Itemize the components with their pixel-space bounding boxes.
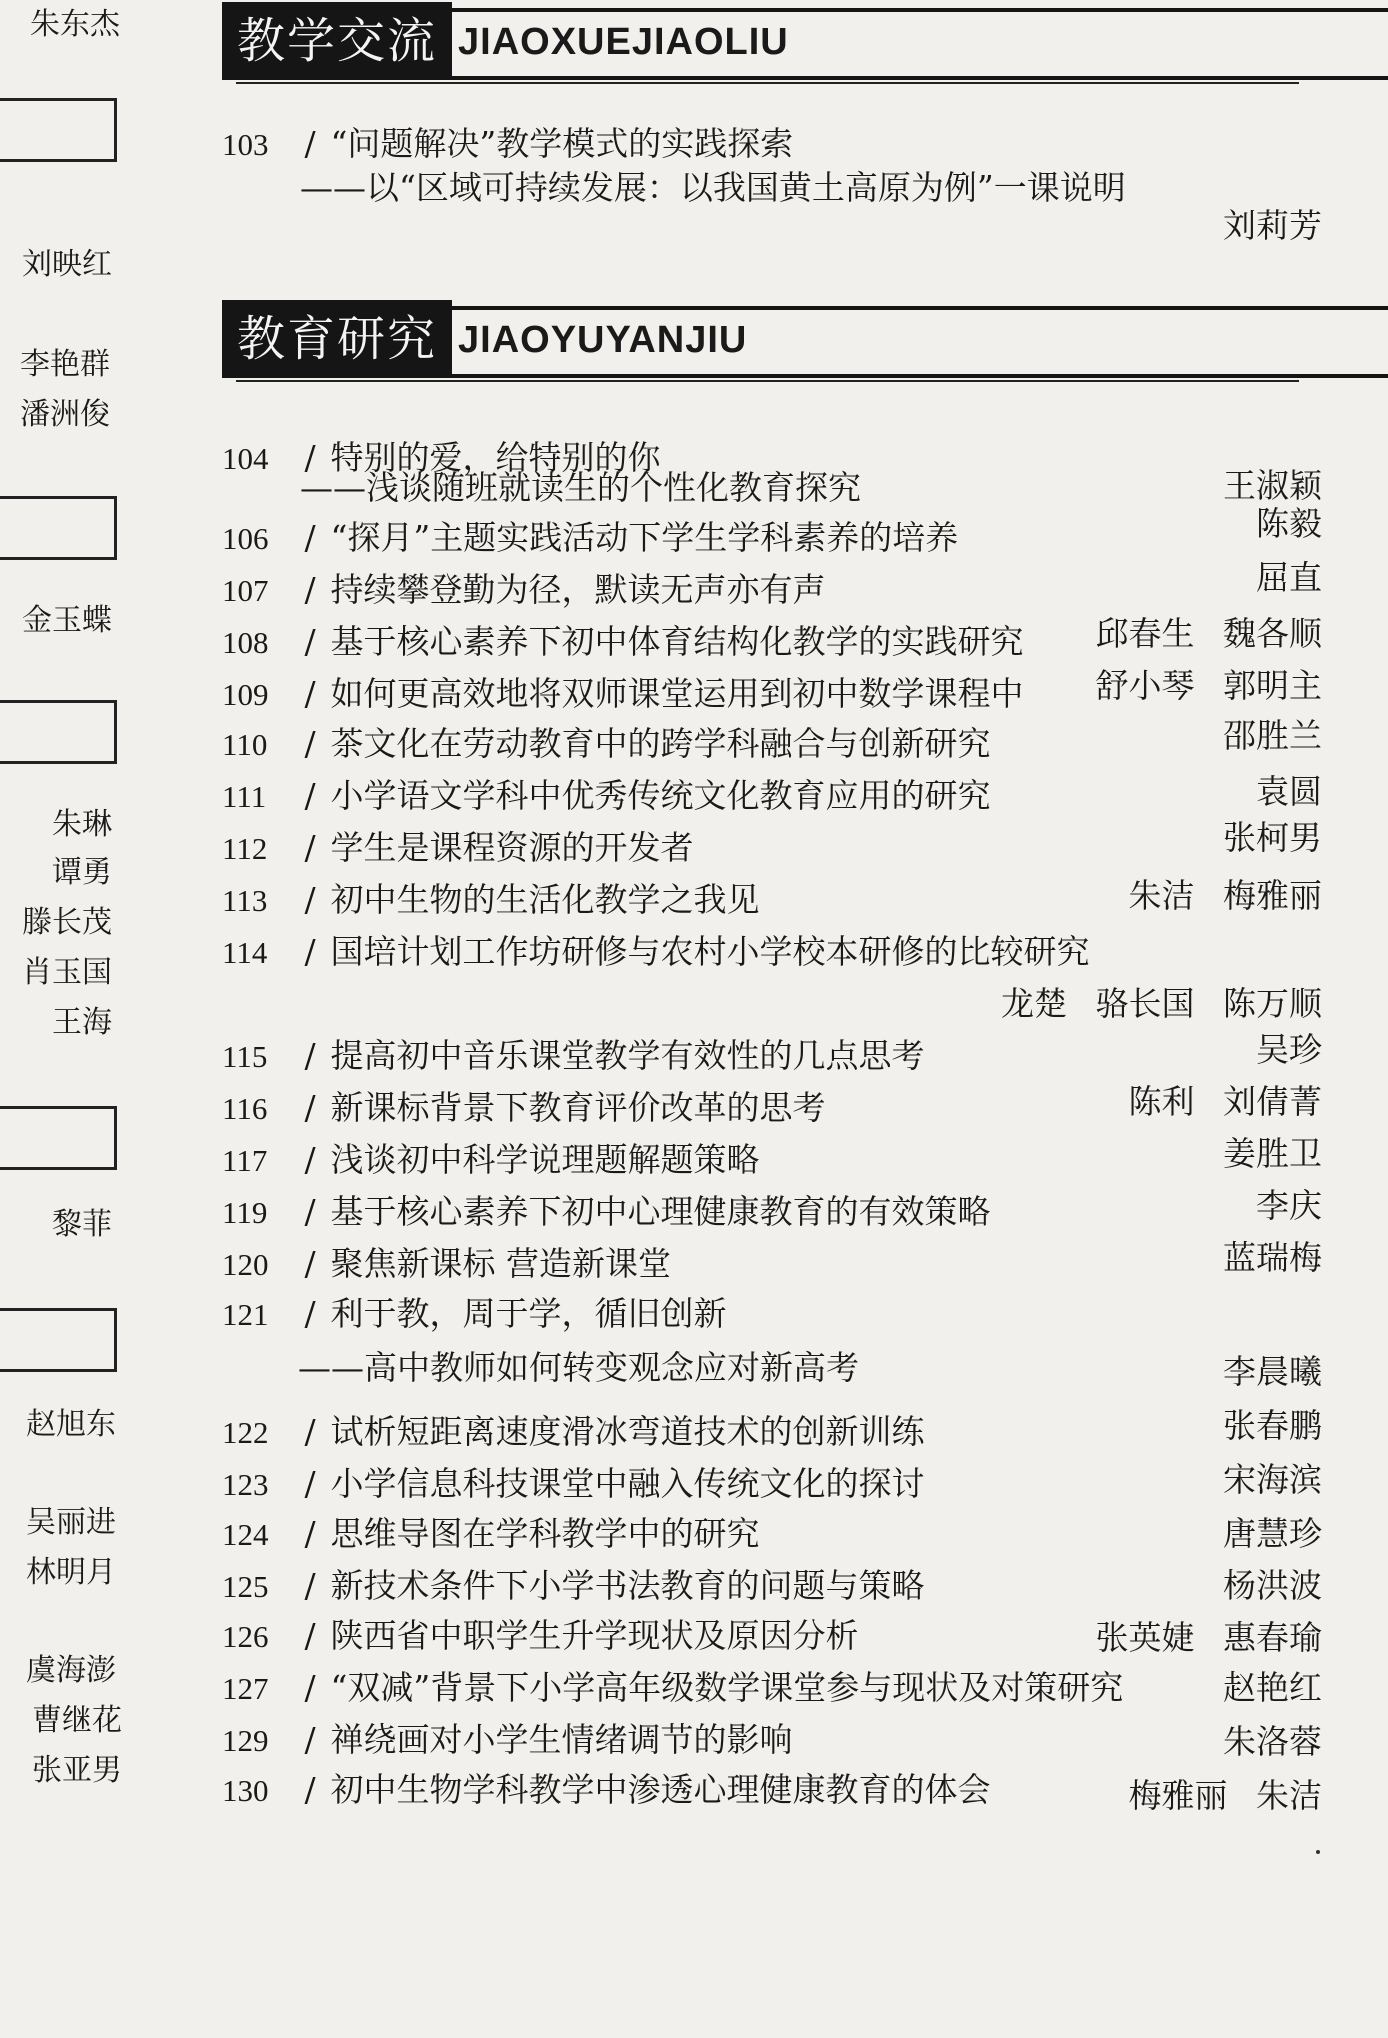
toc-entry[interactable] <box>222 1292 1322 1337</box>
toc-entry[interactable] <box>222 1462 1322 1507</box>
separator: / <box>304 518 316 557</box>
entry-title: “双减”背景下小学高年级数学课堂参与现状及对策研究 <box>330 1668 1124 1707</box>
toc-entry[interactable] <box>222 1406 1322 1455</box>
page-number: 120 <box>222 1247 269 1282</box>
entry-title: 提高初中音乐课堂教学有效性的几点思考 <box>330 1036 925 1075</box>
entry-title: 小学语文学科中优秀传统文化教育应用的研究 <box>330 776 991 815</box>
entry-authors: 邱春生 魏各顺 <box>1095 614 1322 653</box>
toc-entry[interactable] <box>222 1134 1322 1183</box>
left-banner-fragment <box>0 98 117 162</box>
left-author-name: 王海 <box>52 1005 112 1040</box>
separator: / <box>304 1770 316 1809</box>
page-number: 117 <box>222 1143 268 1178</box>
section-title-cn: 教学交流 <box>222 2 452 80</box>
toc-entry[interactable] <box>222 1082 1322 1131</box>
toc-entry[interactable] <box>222 1718 1322 1763</box>
entry-authors: 王淑颖 <box>1223 466 1322 505</box>
section-title-en: JIAOXUEJIAOLIU <box>458 21 789 63</box>
page-number: 124 <box>222 1517 269 1552</box>
left-author-name: 滕长茂 <box>22 905 112 940</box>
page-number: 111 <box>222 779 267 814</box>
entry-authors: 张英婕 惠春瑜 <box>1095 1618 1322 1657</box>
entry-authors: 屈直 <box>1256 558 1322 597</box>
page-number: 127 <box>222 1671 269 1706</box>
entry-authors: 陈毅 <box>1256 504 1322 543</box>
entry-title: 初中生物学科教学中渗透心理健康教育的体会 <box>330 1770 991 1809</box>
toc-entry[interactable] <box>222 1564 1322 1609</box>
entry-authors: 邵胜兰 <box>1223 716 1322 755</box>
separator: / <box>304 1294 316 1333</box>
entry-title: 特别的爱，给特别的你 <box>330 438 661 477</box>
separator: / <box>304 622 316 661</box>
page-number: 107 <box>222 573 269 608</box>
separator: / <box>304 674 316 713</box>
entry-authors: 龙楚 骆长国 陈万顺 <box>1001 984 1322 1023</box>
toc-entry[interactable] <box>222 1186 1322 1235</box>
page-number: 125 <box>222 1569 269 1604</box>
separator: / <box>304 1720 316 1759</box>
left-author-name: 虞海澎 <box>26 1653 116 1688</box>
toc-entry[interactable] <box>222 504 1322 561</box>
entry-authors: 姜胜卫 <box>1223 1134 1322 1173</box>
separator: / <box>304 570 316 609</box>
entry-authors: 杨洪波 <box>1223 1566 1322 1605</box>
page-number: 113 <box>222 883 268 918</box>
entry-title: 国培计划工作坊研修与农村小学校本研修的比较研究 <box>330 932 1090 971</box>
entry-authors: 陈利 刘倩菁 <box>1128 1082 1322 1121</box>
entry-authors: 李庆 <box>1256 1186 1322 1225</box>
left-author-name: 金玉蝶 <box>22 603 112 638</box>
banner-rule <box>236 380 1299 382</box>
page-number: 103 <box>222 127 269 162</box>
page-number: 116 <box>222 1091 268 1126</box>
entry-subtitle: ——以“区域可持续发展：以我国黄土高原为例”一课说明 <box>300 168 1126 207</box>
entry-authors: 张春鹏 <box>1223 1406 1322 1445</box>
entry-title: 思维导图在学科教学中的研究 <box>330 1514 760 1553</box>
page-number: 119 <box>222 1195 268 1230</box>
page-number: 110 <box>222 727 268 762</box>
separator: / <box>304 1412 316 1451</box>
separator: / <box>304 1514 316 1553</box>
left-banner-fragment <box>0 496 117 560</box>
page-number: 121 <box>222 1297 269 1332</box>
separator: / <box>304 1192 316 1231</box>
left-author-name: 潘洲俊 <box>20 397 110 432</box>
left-banner-fragment <box>0 1106 117 1170</box>
entry-authors: 舒小琴 郭明主 <box>1095 666 1322 705</box>
separator: / <box>304 776 316 815</box>
entry-title: 浅谈初中科学说理题解题策略 <box>330 1140 760 1179</box>
page-number: 106 <box>222 521 269 556</box>
entry-title: “探月”主题实践活动下学生学科素养的培养 <box>330 518 959 557</box>
page-speck <box>1316 1850 1320 1854</box>
left-author-name: 朱琳 <box>52 807 112 842</box>
entry-subtitle: ——浅谈随班就读生的个性化教育探究 <box>300 468 861 507</box>
toc-entry[interactable] <box>222 614 1322 665</box>
entry-title: 小学信息科技课堂中融入传统文化的探讨 <box>330 1464 925 1503</box>
separator: / <box>304 1244 316 1283</box>
left-author-name: 赵旭东 <box>26 1407 116 1442</box>
page-number: 104 <box>222 441 269 476</box>
left-author-name: 林明月 <box>26 1555 116 1590</box>
separator: / <box>304 1036 316 1075</box>
page-number: 123 <box>222 1467 269 1502</box>
toc-entry[interactable] <box>222 930 1322 975</box>
entry-authors: 唐慧珍 <box>1223 1514 1322 1553</box>
entry-title: 如何更高效地将双师课堂运用到初中数学课程中 <box>330 674 1024 713</box>
entry-title: 禅绕画对小学生情绪调节的影响 <box>330 1720 793 1759</box>
entry-authors: 李晨曦 <box>1223 1352 1322 1391</box>
entry-title: 新技术条件下小学书法教育的问题与策略 <box>330 1566 925 1605</box>
section-title-en: JIAOYUYANJIU <box>458 319 748 361</box>
page-number: 114 <box>222 935 268 970</box>
left-banner-fragment <box>0 1308 117 1372</box>
toc-entry[interactable] <box>222 878 1322 923</box>
entry-authors: 蓝瑞梅 <box>1223 1238 1322 1277</box>
separator: / <box>304 932 316 971</box>
left-author-name: 吴丽进 <box>26 1505 116 1540</box>
entry-title: 利于教，周于学，循旧创新 <box>330 1294 727 1333</box>
separator: / <box>304 1616 316 1655</box>
separator: / <box>304 124 316 163</box>
toc-entry[interactable] <box>222 1238 1322 1287</box>
toc-entry[interactable] <box>222 666 1322 717</box>
entry-authors: 朱洛蓉 <box>1223 1722 1322 1761</box>
entry-authors: 朱洁 梅雅丽 <box>1128 876 1322 915</box>
entry-authors: 赵艳红 <box>1223 1668 1322 1707</box>
left-banner-fragment <box>0 700 117 764</box>
entry-subtitle: ——高中教师如何转变观念应对新高考 <box>298 1348 859 1387</box>
left-author-name: 李艳群 <box>20 347 110 382</box>
entry-authors: 宋海滨 <box>1223 1460 1322 1499</box>
page-number: 122 <box>222 1415 269 1450</box>
toc-entry[interactable] <box>222 558 1322 613</box>
left-author-name: 肖玉国 <box>22 955 112 990</box>
entry-authors: 刘莉芳 <box>1223 206 1322 245</box>
left-author-name: 张亚男 <box>32 1753 122 1788</box>
entry-title: 茶文化在劳动教育中的跨学科融合与创新研究 <box>330 724 991 763</box>
entry-authors: 梅雅丽 朱洁 <box>1128 1776 1322 1815</box>
entry-authors: 吴珍 <box>1256 1030 1322 1069</box>
toc-entry[interactable] <box>222 716 1322 767</box>
entry-title: 基于核心素养下初中心理健康教育的有效策略 <box>330 1192 991 1231</box>
entry-title: 持续攀登勤为径，默读无声亦有声 <box>330 570 826 609</box>
page-number: 109 <box>222 677 269 712</box>
toc-entry[interactable] <box>222 1512 1322 1557</box>
separator: / <box>304 1088 316 1127</box>
separator: / <box>304 828 316 867</box>
entry-title: 聚焦新课标 营造新课堂 <box>330 1244 671 1283</box>
toc-entry[interactable] <box>222 1614 1322 1659</box>
entry-title: 学生是课程资源的开发者 <box>330 828 694 867</box>
entry-title: 试析短距离速度滑冰弯道技术的创新训练 <box>330 1412 925 1451</box>
left-author-name: 谭勇 <box>52 855 112 890</box>
separator: / <box>304 880 316 919</box>
entry-authors: 袁圆 <box>1256 772 1322 811</box>
left-author-name: 刘映红 <box>22 247 112 282</box>
left-author-name: 朱东杰 <box>30 7 120 42</box>
page-number: 126 <box>222 1619 269 1654</box>
entry-title: 初中生物的生活化教学之我见 <box>330 880 760 919</box>
section-title-cn: 教育研究 <box>222 300 452 378</box>
left-column-fragment <box>0 0 130 2038</box>
separator: / <box>304 1140 316 1179</box>
banner-rule <box>236 82 1299 84</box>
left-author-name: 黎菲 <box>52 1207 112 1242</box>
page-number: 115 <box>222 1039 268 1074</box>
page-number: 108 <box>222 625 269 660</box>
separator: / <box>304 724 316 763</box>
toc-entry[interactable] <box>222 774 1322 819</box>
separator: / <box>304 1464 316 1503</box>
entry-authors: 张柯男 <box>1223 818 1322 857</box>
separator: / <box>304 1566 316 1605</box>
entry-title: 基于核心素养下初中体育结构化教学的实践研究 <box>330 622 1024 661</box>
entry-title: 新课标背景下教育评价改革的思考 <box>330 1088 826 1127</box>
toc-entry[interactable] <box>222 1768 1322 1813</box>
page-number: 129 <box>222 1723 269 1758</box>
toc-entry[interactable] <box>222 122 1322 167</box>
page-number: 130 <box>222 1773 269 1808</box>
left-author-name: 曹继花 <box>32 1703 122 1738</box>
separator: / <box>304 1668 316 1707</box>
toc-entry[interactable] <box>222 1666 1322 1711</box>
page-number: 112 <box>222 831 268 866</box>
separator: / <box>304 438 316 477</box>
entry-title: 陕西省中职学生升学现状及原因分析 <box>330 1616 859 1655</box>
toc-entry[interactable] <box>222 818 1322 871</box>
toc-entry[interactable] <box>222 1030 1322 1079</box>
entry-title: “问题解决”教学模式的实践探索 <box>330 124 794 163</box>
